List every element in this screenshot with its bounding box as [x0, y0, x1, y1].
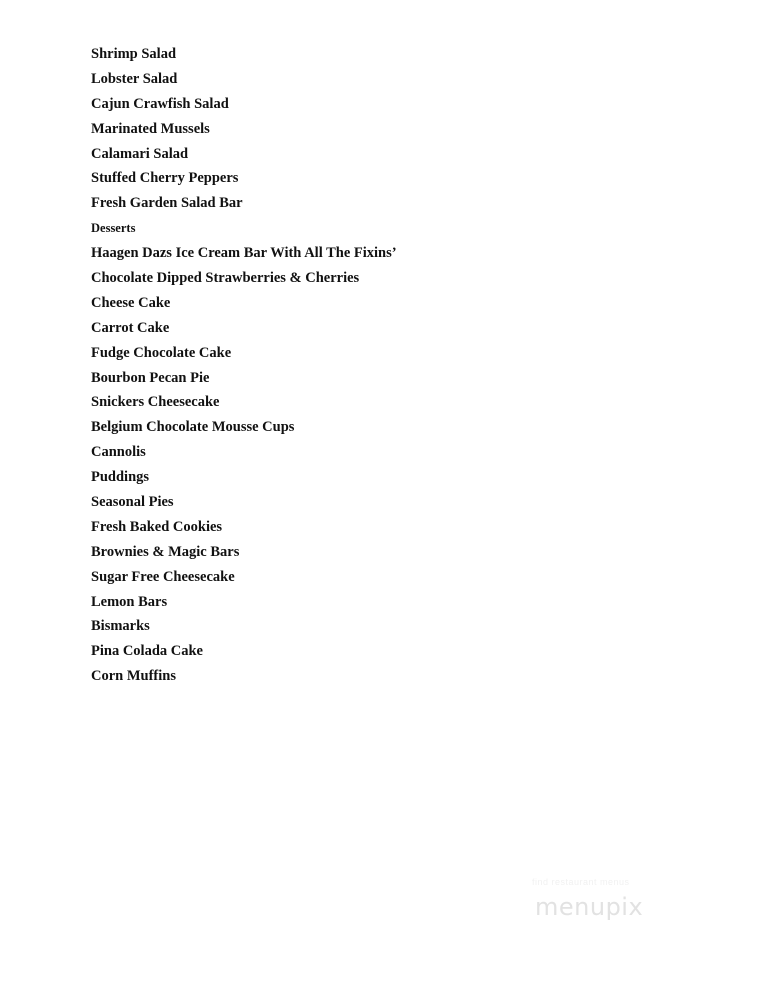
menu-item-cannolis: Cannolis: [91, 444, 146, 461]
menu-item-lobster-salad: Lobster Salad: [91, 70, 178, 87]
menu-item-corn-muffins: Corn Muffins: [91, 668, 176, 685]
menu-item-fudge-chocolate-cake: Fudge Chocolate Cake: [91, 344, 232, 361]
watermark-tagline: find restaurant menus: [532, 877, 630, 887]
menu-item-puddings: Puddings: [91, 469, 150, 486]
menu-item-chocolate-dipped-strawberries: Chocolate Dipped Strawberries & Cherries: [91, 270, 360, 287]
menu-item-bourbon-pecan-pie: Bourbon Pecan Pie: [91, 369, 210, 386]
menu-item-lemon-bars: Lemon Bars: [91, 593, 168, 610]
menupix-watermark: [526, 877, 686, 929]
menu-item-pina-colada-cake: Pina Colada Cake: [91, 643, 203, 660]
menu-item-shrimp-salad: Shrimp Salad: [91, 46, 177, 62]
watermark-brand-logo: menupix: [535, 893, 644, 921]
menu-item-haagen-dazs-ice-cream-bar: Haagen Dazs Ice Cream Bar With All The Fixins’: [91, 245, 397, 262]
menu-item-stuffed-cherry-peppers: Stuffed Cherry Peppers: [91, 170, 239, 187]
menu-item-cajun-crawfish-salad: Cajun Crawfish Salad: [91, 95, 229, 112]
menu-item-cheese-cake: Cheese Cake: [91, 294, 171, 311]
menu-item-fresh-baked-cookies: Fresh Baked Cookies: [91, 518, 223, 535]
menu-item-marinated-mussels: Marinated Mussels: [91, 120, 210, 137]
menu-item-carrot-cake: Carrot Cake: [91, 319, 170, 336]
menu-item-fresh-garden-salad-bar: Fresh Garden Salad Bar: [91, 195, 243, 212]
menu-item-brownies-magic-bars: Brownies & Magic Bars: [91, 543, 240, 560]
menu-item-belgium-chocolate-mousse-cups: Belgium Chocolate Mousse Cups: [91, 419, 295, 436]
menu-item-snickers-cheesecake: Snickers Cheesecake: [91, 394, 220, 411]
menu-item-calamari-salad: Calamari Salad: [91, 145, 189, 162]
section-heading-desserts: Desserts: [91, 221, 136, 236]
menu-item-sugar-free-cheesecake: Sugar Free Cheesecake: [91, 568, 235, 585]
menu-item-seasonal-pies: Seasonal Pies: [91, 494, 174, 511]
menu-list: [91, 44, 397, 691]
menu-item-bismarks: Bismarks: [91, 618, 150, 635]
